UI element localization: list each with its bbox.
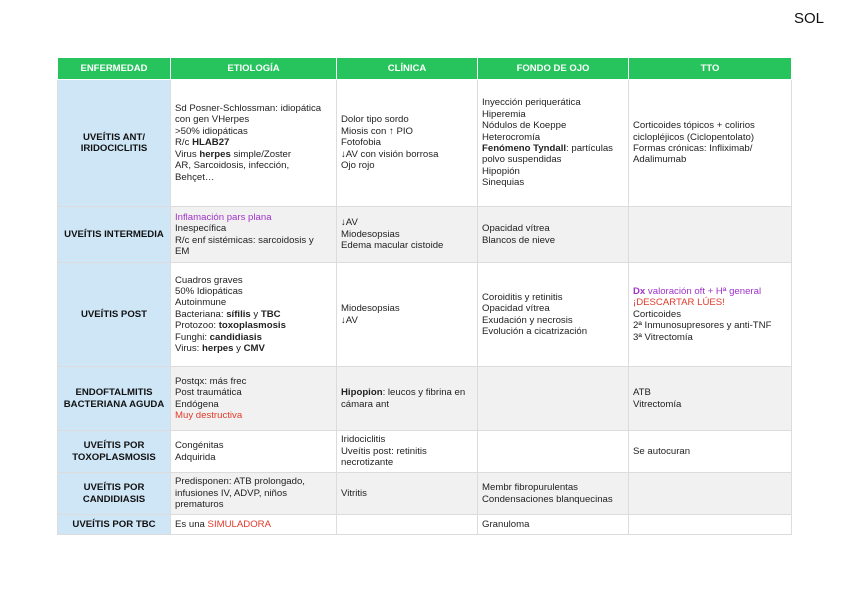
disease-name-line: UVEÍTIS POR [83,482,145,494]
tto-line [633,332,787,343]
etiologia-line [175,275,332,286]
tto-line [633,154,787,165]
text-segment: ↓AV [341,217,358,229]
uveitis-table [57,57,792,535]
disease-cell [58,515,171,535]
etiologia-line [175,309,332,320]
header-tto: TTO [629,58,792,80]
disease-cell [58,431,171,473]
text-segment: Post traumática [175,387,242,399]
fondo-line [482,166,624,177]
disease-cell [58,473,171,515]
fondo-line [482,292,624,303]
text-segment: EM [175,245,190,257]
fondo-cell [478,367,629,431]
tto-cell [629,515,792,535]
etiologia-line [175,376,332,387]
disease-name-line: UVEÍTIS INTERMEDIA [64,228,164,240]
etiologia-line [175,149,332,160]
fondo-cell [478,473,629,515]
clinica-cell [337,263,478,367]
fondo-cell [478,263,629,367]
etiologia-cell [171,80,337,207]
etiologia-line [175,499,332,510]
text-segment: y [250,308,261,320]
text-segment: Coroiditis y retinitis [482,291,563,303]
fondo-line [482,120,624,131]
text-segment: ¡DESCARTAR LÚES! [633,297,725,309]
text-segment: : leucos y fibrina en [382,387,466,399]
text-segment: simple/Zoster [230,148,292,160]
tto-line [633,297,787,308]
text-segment: R/c enf sistémicas: sarcoidosis y [175,234,314,246]
table-row [58,367,792,431]
disease-name-line: ENDOFTALMITIS [75,387,153,399]
text-segment: ATB [633,387,651,399]
text-segment: Bacteriana: [175,308,227,320]
text-segment: Se autocuran [633,445,691,457]
header-fondo-de-ojo: FONDO DE OJO [478,58,629,80]
text-segment: sífilis [226,308,251,320]
disease-name-line: UVEÍTIS POR [83,440,145,452]
disease-cell [58,263,171,367]
etiologia-line [175,410,332,421]
table-row [58,431,792,473]
clinica-line [341,303,473,314]
etiologia-line [175,235,332,246]
text-segment: Evolución a cicatrización [482,325,588,337]
text-segment: Inflamación pars plana [175,211,272,223]
disease-name-line: TOXOPLASMOSIS [72,451,156,463]
text-segment: Sinequias [482,177,525,189]
etiologia-line [175,387,332,398]
fondo-cell [478,431,629,473]
etiologia-line [175,212,332,223]
tto-line [633,120,787,131]
text-segment: : partículas [566,143,613,154]
etiologia-line [175,246,332,257]
text-segment: Autoinmune [175,297,227,309]
disease-cell [58,80,171,207]
clinica-line [341,315,473,326]
etiologia-line [175,343,332,354]
table-row [58,473,792,515]
etiologia-line [175,320,332,331]
etiologia-line [175,126,332,137]
fondo-line [482,519,624,530]
text-segment: Virus [175,148,200,160]
text-segment: AR, Sarcoidosis, infección, [175,160,290,172]
clinica-line [341,137,473,148]
clinica-cell [337,431,478,473]
text-segment: Congénitas [175,440,224,452]
fondo-line [482,223,624,234]
header-row [58,58,792,80]
text-segment: Opacidad vítrea [482,303,550,315]
header-enfermedad: ENFERMEDAD [58,58,171,80]
fondo-line [482,177,624,188]
fondo-cell [478,515,629,535]
fondo-line [482,97,624,108]
clinica-cell [337,367,478,431]
etiologia-cell [171,367,337,431]
tto-line [633,320,787,331]
clinica-line [341,446,473,457]
text-segment: Cuadros graves [175,274,243,286]
clinica-line [341,160,473,171]
text-segment: valoración oft + Hª general [645,285,762,297]
etiologia-line [175,519,332,530]
tto-line [633,399,787,410]
etiologia-cell [171,431,337,473]
text-segment: Hiperemia [482,108,526,120]
etiologia-line [175,172,332,183]
text-segment: Nódulos de Koeppe [482,120,567,132]
text-segment: Uveítis post: retinitis [341,445,427,457]
table-row [58,80,792,207]
text-segment: Condensaciones blanquecinas [482,493,613,505]
clinica-line [341,488,473,499]
text-segment: Ojo rojo [341,160,375,172]
text-segment: ↓AV con visión borrosa [341,148,439,160]
text-segment: Edema macular cistoide [341,240,444,252]
text-segment: Postqx: más frec [175,375,247,387]
text-segment: HLAB27 [192,137,230,149]
tto-cell [629,473,792,515]
text-segment: Corticoides [633,308,681,320]
fondo-line [482,109,624,120]
text-segment: candidiasis [209,331,262,343]
text-segment: Predisponen: ATB prolongado, [175,476,305,488]
tto-cell [629,367,792,431]
text-segment: CMV [243,343,265,355]
clinica-line [341,399,473,410]
etiologia-line [175,488,332,499]
fondo-line [482,235,624,246]
text-segment: Hipopion [341,387,383,399]
text-segment: 3ª Vitrectomía [633,331,693,343]
clinica-line [341,229,473,240]
text-segment: Exudación y necrosis [482,314,573,326]
header-etiologia: ETIOLOGÍA [171,58,337,80]
etiologia-line [175,297,332,308]
text-segment: Virus: [175,343,203,355]
etiologia-line [175,440,332,451]
text-segment: Adalimumab [633,154,687,166]
tto-cell [629,263,792,367]
text-segment: Es una [175,518,208,530]
clinica-cell [337,515,478,535]
text-segment: ciclopléjicos (Ciclopentolato) [633,131,755,143]
fondo-cell [478,207,629,263]
tto-line [633,309,787,320]
fondo-line [482,143,624,154]
text-segment: Protozoo: [175,320,219,332]
etiologia-line [175,103,332,114]
clinica-line [341,434,473,445]
text-segment: Granuloma [482,518,530,530]
fondo-line [482,303,624,314]
header-clinica: CLÍNICA [337,58,478,80]
text-segment: necrotizante [341,457,394,469]
clinica-line [341,457,473,468]
table-row [58,515,792,535]
clinica-cell [337,80,478,207]
text-segment: Miodesopsias [341,228,400,240]
etiologia-cell [171,515,337,535]
text-segment: Opacidad vítrea [482,223,550,235]
text-segment: >50% idiopáticas [175,125,248,137]
tto-cell [629,207,792,263]
text-segment: Inespecífica [175,223,227,235]
tto-cell [629,80,792,207]
fondo-line [482,482,624,493]
disease-name-line: UVEÍTIS ANT/ [82,131,145,143]
text-segment: Fenómeno Tyndall [482,143,567,154]
text-segment: Hipopión [482,165,520,177]
text-segment: Miodesopsias [341,303,400,315]
fondo-cell [478,80,629,207]
etiologia-line [175,399,332,410]
etiologia-cell [171,207,337,263]
fondo-line [482,326,624,337]
text-segment: 2ª Inmunosupresores y anti-TNF [633,320,772,332]
text-segment: Funghi: [175,331,210,343]
clinica-line [341,217,473,228]
corner-label: SOL [793,10,824,27]
text-segment: Dx [633,285,646,297]
text-segment: Inyección periquerática [482,97,581,109]
text-segment: Heterocromía [482,131,541,143]
table-row [58,207,792,263]
text-segment: herpes [202,343,234,355]
text-segment: TBC [260,308,281,320]
text-segment: Corticoides tópicos + colirios [633,120,755,132]
etiologia-line [175,114,332,125]
clinica-cell [337,473,478,515]
text-segment: Sd Posner-Schlossman: idiopática [175,103,322,115]
disease-cell [58,367,171,431]
clinica-line [341,149,473,160]
fondo-line [482,154,624,165]
text-segment: Behçet… [175,171,215,183]
etiologia-line [175,286,332,297]
disease-name-line: BACTERIANA AGUDA [63,398,165,410]
fondo-line [482,315,624,326]
fondo-line [482,132,624,143]
etiologia-cell [171,263,337,367]
clinica-line [341,114,473,125]
clinica-line [341,240,473,251]
text-segment: 50% Idiopáticas [175,285,243,297]
text-segment: Iridociclitis [341,434,386,446]
text-segment: Adquirida [175,451,216,463]
tto-line [633,446,787,457]
fondo-line [482,494,624,505]
text-segment: SIMULADORA [207,518,271,530]
tto-line [633,132,787,143]
etiologia-line [175,332,332,343]
tto-line [633,143,787,154]
table-row [58,263,792,367]
text-segment: infusiones IV, ADVP, niños [175,487,288,499]
disease-name-line: UVEÍTIS POR TBC [72,518,156,530]
clinica-cell [337,207,478,263]
tto-line [633,286,787,297]
text-segment: ↓AV [341,314,358,326]
text-segment: toxoplasmosis [218,320,286,332]
text-segment: Vitritis [341,487,367,499]
disease-name-line: UVEÍTIS POST [80,308,148,320]
disease-name-line: IRIDOCICLITIS [80,143,148,154]
disease-cell [58,207,171,263]
text-segment: Blancos de nieve [482,234,556,246]
text-segment: cámara ant [341,398,389,410]
etiologia-line [175,137,332,148]
text-segment: herpes [199,148,231,160]
text-segment: R/c [175,137,193,149]
etiologia-line [175,223,332,234]
etiologia-cell [171,473,337,515]
text-segment: Membr fibropurulentas [482,482,578,494]
etiologia-line [175,476,332,487]
text-segment: Vitrectomía [633,398,682,410]
clinica-line [341,126,473,137]
tto-cell [629,431,792,473]
disease-name-line: CANDIDIASIS [82,493,146,505]
text-segment: Dolor tipo sordo [341,114,409,126]
text-segment: y [233,343,244,355]
text-segment: con gen VHerpes [175,114,250,126]
text-segment: polvo suspendidas [482,154,562,166]
tto-line [633,387,787,398]
text-segment: Formas crónicas: Infliximab/ [633,143,753,154]
text-segment: Muy destructiva [175,409,243,421]
etiologia-line [175,452,332,463]
clinica-line [341,387,473,398]
etiologia-line [175,160,332,171]
text-segment: prematuros [175,499,224,511]
text-segment: Fotofobia [341,137,382,149]
text-segment: Miosis con ↑ PIO [341,125,413,137]
text-segment: Endógena [175,398,219,410]
